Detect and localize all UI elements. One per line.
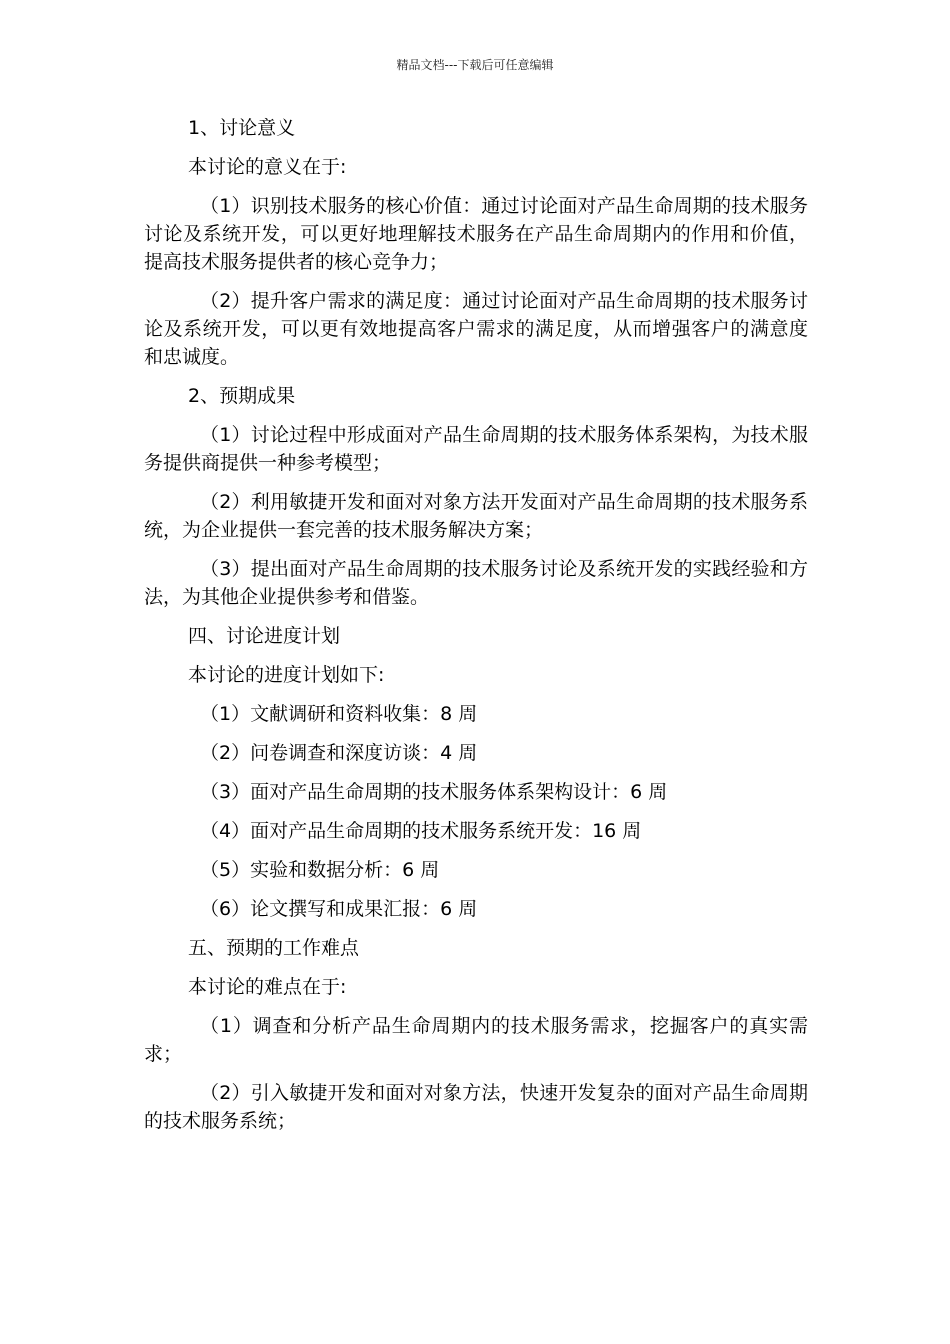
list-item: （4）面对产品生命周期的技术服务系统开发：16 周: [200, 820, 642, 842]
list-item: （1）识别技术服务的核心价值：通过讨论面对产品生命周期的技术服务讨论及系统开发，可以更好地理解技术服务在产品生命周期内的作用和价值，提高技术服务提供者的核心竞争力；: [144, 195, 808, 273]
section-heading-difficulties: 五、预期的工作难点: [188, 937, 360, 959]
list-item: （2）提升客户需求的满足度：通过讨论面对产品生命周期的技术服务讨论及系统开发，可以更有效地提高客户需求的满足度，从而增强客户的满意度和忠诚度。: [144, 290, 808, 368]
list-item: （2）引入敏捷开发和面对对象方法，快速开发复杂的面对产品生命周期的技术服务系统；: [144, 1082, 808, 1132]
list-item: （1）讨论过程中形成面对产品生命周期的技术服务体系架构，为技术服务提供商提供一种参考模型；: [144, 424, 808, 474]
list-item: （1）调查和分析产品生命周期内的技术服务需求，挖掘客户的真实需求；: [144, 1015, 808, 1065]
paragraph-intro: 本讨论的难点在于:: [188, 976, 347, 998]
list-item: （1）文献调研和资料收集：8 周: [200, 703, 478, 725]
list-item: （6）论文撰写和成果汇报：6 周: [200, 898, 478, 920]
section-heading-expected-results: 2、预期成果: [188, 385, 296, 407]
list-item: （2）利用敏捷开发和面对对象方法开发面对产品生命周期的技术服务系统，为企业提供一套完善的技术服务解决方案；: [144, 491, 808, 541]
paragraph-intro: 本讨论的意义在于:: [188, 156, 347, 178]
page-header: 精品文档---下载后可任意编辑: [396, 58, 554, 72]
section-heading-schedule: 四、讨论进度计划: [188, 625, 341, 647]
section-heading-significance: 1、讨论意义: [188, 117, 296, 139]
paragraph-intro: 本讨论的进度计划如下:: [188, 664, 385, 686]
document-body: [144, 114, 808, 1146]
list-item: （5）实验和数据分析：6 周: [200, 859, 440, 881]
list-item: （2）问卷调查和深度访谈：4 周: [200, 742, 478, 764]
list-item: （3）提出面对产品生命周期的技术服务讨论及系统开发的实践经验和方法，为其他企业提供参考和借鉴。: [144, 558, 808, 608]
list-item: （3）面对产品生命周期的技术服务体系架构设计：6 周: [200, 781, 668, 803]
